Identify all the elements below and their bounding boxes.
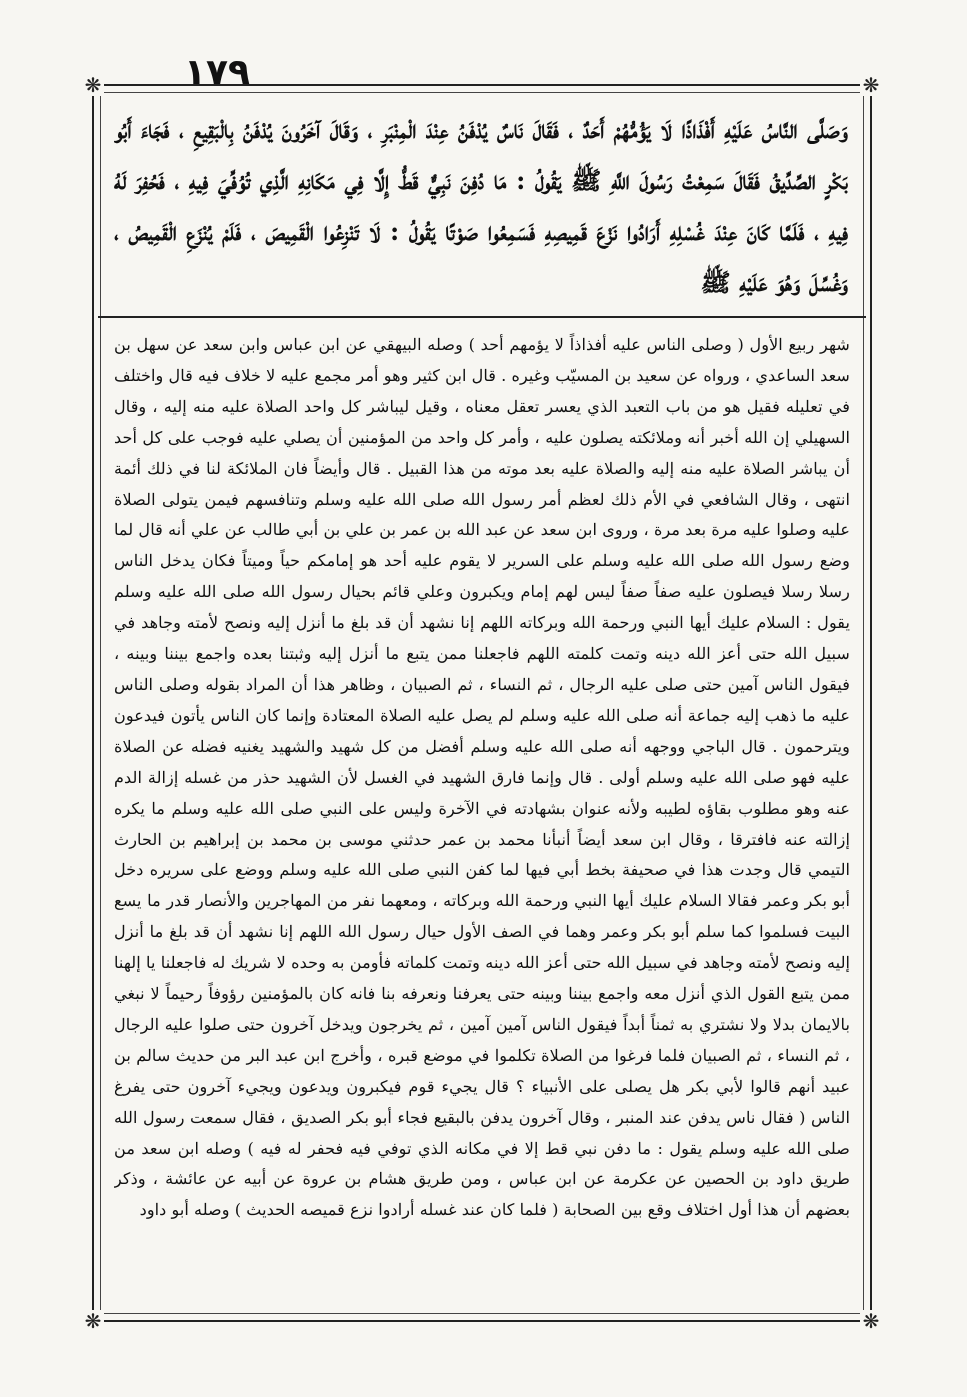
matn-paragraph: وَصَلَّى النَّاسُ عَلَيْهِ أَفْذَاذًا لَا يَؤُمُّهُمْ أَحَدٌ ، فَقَالَ نَاسٌ يُدْفَنُ عِنْدَ الْمِنْبَرِ ، وَقَالَ آخَرُونَ يُدْفَنُ بِالْبَقِيعِ ، فَجَاءَ أَبُو بَكْرٍ الصِّدِّيقُ فَقَالَ سَمِعْتُ رَسُولَ اللَّهِ ﷺ يَقُولُ : مَا دُفِنَ نَبِيٌّ قَطُّ إِلَّا فِي مَكَانِهِ الَّذِي تُوُفِّيَ فِيهِ ، فَحُفِرَ لَهُ فِيهِ ، فَلَمَّا كَانَ عِنْدَ غُسْلِهِ أَرَادُوا نَزْعَ قَمِيصِهِ فَسَمِعُوا صَوْتًا يَقُولُ : لَا تَنْزِعُوا الْقَمِيصَ ، فَلَمْ يُنْزَعِ الْقَمِيصُ ، وَغُسِّلَ وَهُوَ عَلَيْهِ ﷺ [114, 115, 848, 297]
page-number: ١٧٩ [184, 52, 250, 93]
matn-text-block [114, 104, 848, 310]
corner-ornament-bottom-right: ❋ [860, 1310, 882, 1332]
sharh-paragraph: شهر ربيع الأول ( وصلى الناس عليه أفذاذاً لا يؤمهم أحد ) وصله البيهقي عن ابن عباس وابن سعد عن سهل بن سعد الساعدي ، ورواه عن سعيد بن المسيّب وغيره . قال ابن كثير وهو أمر مجمع عليه لا خلاف فيه قال واختلف في تعليله فقيل هو من باب التعبد الذي يعسر تعقل معناه ، وقيل ليباشر كل واحد الصلاة عليه منه إليه ، وقال السهيلي إن الله أخبر أنه وملائكته يصلون عليه ، وأمر كل واحد من المؤمنين أن يصلي عليه فوجب على كل أحد أن يباشر الصلاة عليه منه إليه والصلاة عليه بعد موته من هذا القبيل . قال وأيضاً فان الملائكة لنا في ذلك أئمة انتهى ، وقال الشافعي في الأم ذلك لعظم أمر رسول الله صلى الله عليه وسلم وتنافسهم فيمن يتولى الصلاة عليه وصلوا عليه مرة بعد مرة ، وروى ابن سعد عن عبد الله بن عمر بن علي بن أبي طالب عن علي أنه قال لما وضع رسول الله صلى الله عليه وسلم على السرير لا يقوم عليه أحد هو إمامكم حياً وميتاً فكان يدخل الناس رسلا رسلا فيصلون عليه صفاً صفاً ليس لهم إمام ويكبرون وعلي قائم بحيال رسول الله صلى الله عليه وسلم يقول : السلام عليك أيها النبي ورحمة الله وبركاته اللهم إنا نشهد أن قد بلغ ما أنزل إليه ونصح لأمته وجاهد في سبيل الله حتى أعز الله دينه وتمت كلمته اللهم فاجعلنا ممن يتبع ما أنزل إليه وثبتنا بعده واجمع بيننا وبينه ، فيقول الناس آمين حتى صلى عليه الرجال ، ثم النساء ، ثم الصبيان ، وظاهر هذا أن المراد بقوله وصلى الناس عليه ما ذهب إليه جماعة أنه صلى الله عليه وسلم لم يصل عليه الصلاة المعتادة وإنما كان الناس يأتون فيدعون ويترحمون . قال الباجي ووجهه أنه صلى الله عليه وسلم أفضل من كل شهيد والشهيد يغنيه فضله عن الصلاة عليه فهو صلى الله عليه وسلم أولى . قال وإنما فارق الشهيد في الغسل لأن الشهيد حذر من غسله إزالة الدم عنه وهو مطلوب بقاؤه لطيبه ولأنه عنوان بشهادته في الآخرة وليس على النبي صلى الله عليه وسلم ما يكره إزالته عنه فافترقا ، وقال ابن سعد أيضاً أنبأنا محمد بن عمر حدثني موسى بن محمد بن إبراهيم بن الحارث التيمي قال وجدت هذا في صحيفة بخط أبي فيها لما كفن النبي صلى الله عليه وسلم ووضع على سريره دخل أبو بكر وعمر فقالا السلام عليك أيها النبي ورحمة الله وبركاته ، ومعهما نفر من المهاجرين والأنصار قدر ما يسع البيت فسلموا كما سلم أبو بكر وعمر وهما في الصف الأول حيال رسول الله اللهم إنا نشهد أن قد بلغ ما أنزل إليه ونصح لأمته وجاهد في سبيل الله حتى أعز الله دينه وتمت كلماته فأومن به وحده لا شريك له فاجعلنا يا إلهنا ممن يتبع القول الذي أنزل معه واجمع بيننا وبينه حتى يعرفنا ونعرفه بنا فانه كان بالمؤمنين رؤوفاً رحيماً لا نبغي بالايمان بدلا ولا نشتري به ثمناً أبداً فيقول الناس آمين آمين ، ثم يخرجون ويدخل آخرون حتى صلوا عليه الرجال ، ثم النساء ، ثم الصبيان فلما فرغوا من الصلاة تكلموا في موضع قبره ، وأخرج ابن عبد البر من حديث سالم بن عبيد أنهم قالوا لأبي بكر هل يصلى على الأنبياء ؟ قال يجيء قوم فيكبرون ويدعون ويجيء آخرون حتى يفرغ الناس ( فقال ناس يدفن عند المنبر ، وقال آخرون يدفن بالبقيع فجاء أبو بكر الصديق ، فقال سمعت رسول الله صلى الله عليه وسلم يقول : ما دفن نبي قط إلا في مكانه الذي توفي فيه فحفر له فيه ) وصله ابن سعد من طريق داود بن الحصين عن عكرمة عن ابن عباس ، ومن طريق هشام بن عروة عن أبيه عن عائشة ، وذكر بعضهم أن هذا أول اختلاف وقع بين الصحابة ( فلما كان عند غسله أرادوا نزع قميصه الحديث ) وصله أبو داود [114, 335, 850, 1220]
corner-ornament-top-right: ❋ [860, 74, 882, 96]
sharh-commentary-block [114, 330, 850, 1312]
section-divider [98, 316, 866, 318]
corner-ornament-top-left: ❋ [82, 74, 104, 96]
corner-ornament-bottom-left: ❋ [82, 1310, 104, 1332]
